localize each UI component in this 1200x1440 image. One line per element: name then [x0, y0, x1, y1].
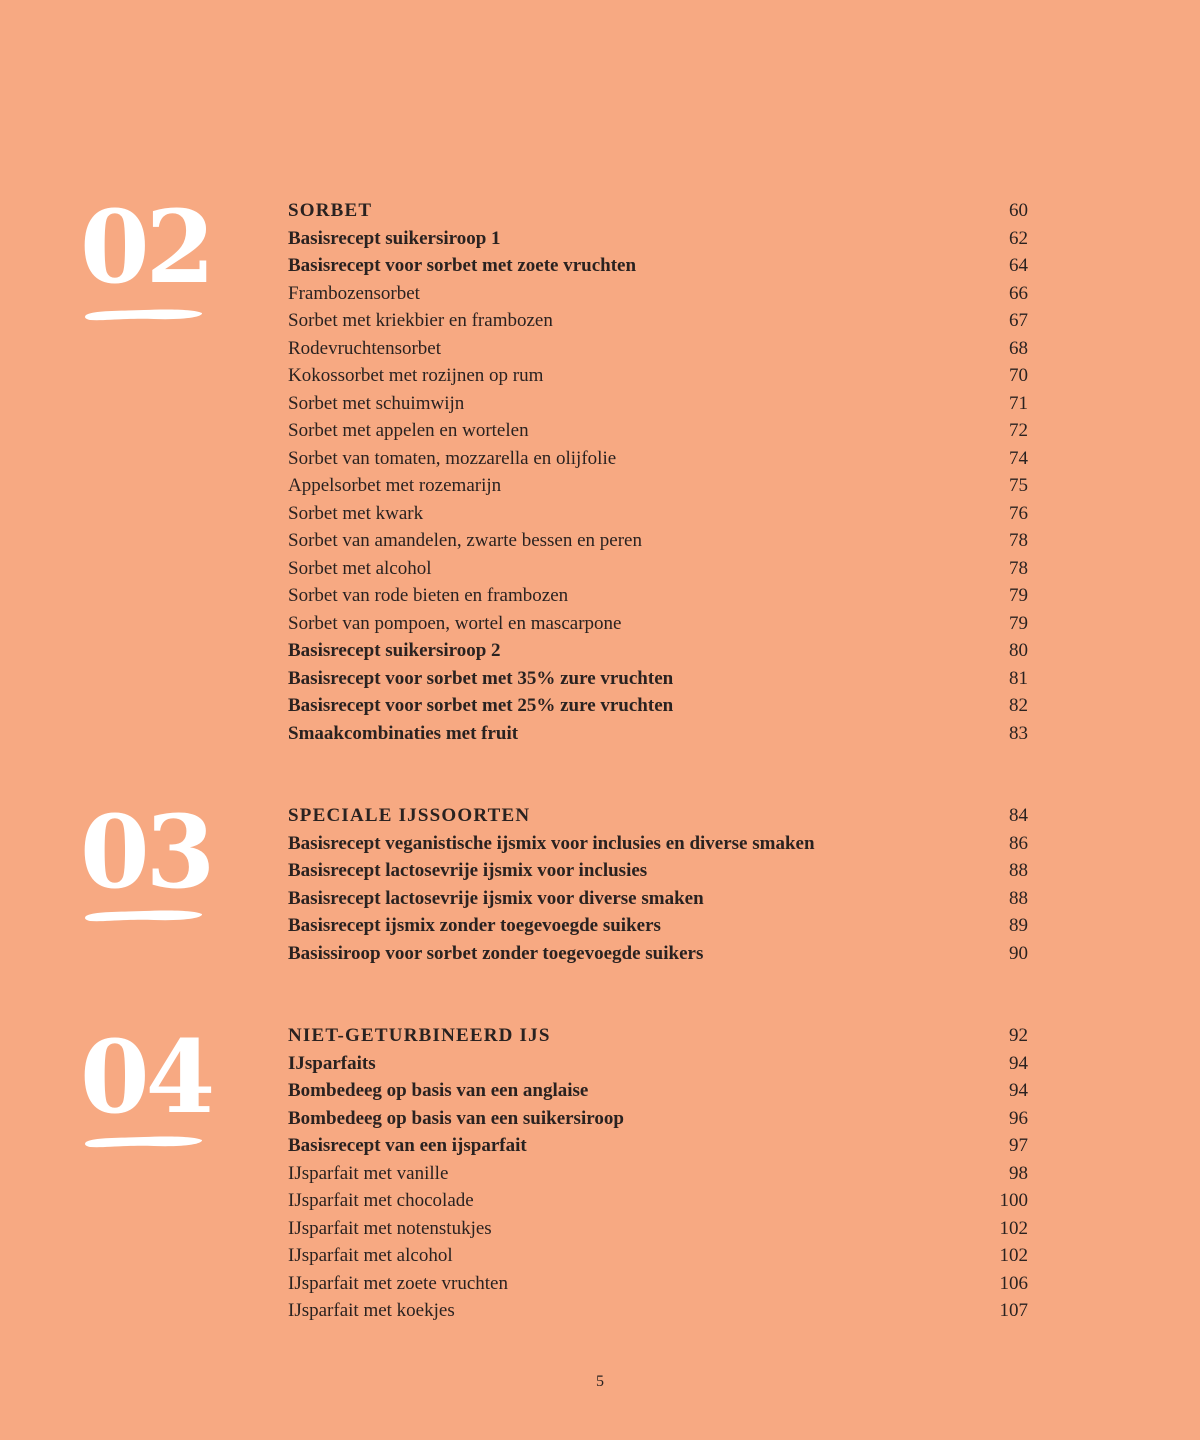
toc-row[interactable] [288, 885, 1028, 913]
toc-page: 76 [1009, 502, 1028, 524]
toc-title: IJsparfait met vanille [288, 1162, 449, 1184]
toc-title: Sorbet van rode bieten en frambozen [288, 585, 569, 606]
toc-page: 68 [1009, 337, 1028, 359]
toc-row[interactable] [288, 280, 1028, 308]
page-number: 5 [596, 1373, 604, 1390]
toc-row[interactable] [288, 445, 1028, 473]
toc-page: 94 [1009, 1052, 1028, 1074]
toc-title: Sorbet van tomaten, mozzarella en olijfolie [288, 447, 617, 469]
toc-page: 94 [1009, 1080, 1028, 1101]
toc-row[interactable] [288, 1215, 1028, 1243]
toc-page: 88 [1009, 860, 1028, 881]
toc-row[interactable] [288, 857, 1028, 885]
toc-title: Sorbet van amandelen, zwarte bessen en peren [288, 530, 642, 551]
toc-row[interactable] [288, 197, 1028, 225]
toc-row[interactable] [288, 692, 1028, 720]
toc-title: Basisrecept ijsmix zonder toegevoegde suikers [288, 915, 661, 936]
toc-title: NIET-GETURBINEERD IJS [288, 1025, 551, 1046]
toc-title: IJsparfait met zoete vruchten [288, 1272, 508, 1294]
toc-row[interactable] [288, 1297, 1028, 1325]
toc-page: 66 [1009, 282, 1028, 304]
toc-page: 64 [1009, 255, 1028, 276]
toc-title: Basissiroop voor sorbet zonder toegevoegde suikers [288, 942, 704, 964]
toc-page: 102 [999, 1217, 1028, 1239]
toc-title: Sorbet van pompoen, wortel en mascarpone [288, 612, 622, 634]
chapter-number: 03 [80, 793, 212, 911]
toc-list [288, 1022, 1028, 1325]
toc-page: 83 [1009, 722, 1028, 744]
toc-page: 79 [1009, 612, 1028, 634]
toc-row[interactable] [288, 912, 1028, 940]
toc-row[interactable] [288, 252, 1028, 280]
toc-title: IJsparfait met koekjes [288, 1300, 455, 1321]
toc-title: IJsparfaits [288, 1052, 376, 1074]
toc-row[interactable] [288, 1160, 1028, 1188]
toc-title: IJsparfait met alcohol [288, 1245, 453, 1266]
toc-page: 82 [1009, 695, 1028, 716]
toc-title: Kokossorbet met rozijnen op rum [288, 365, 544, 386]
toc-page: 62 [1009, 227, 1028, 249]
toc-title: Frambozensorbet [288, 282, 420, 304]
toc-row[interactable] [288, 335, 1028, 363]
chapter-number: 04 [80, 1018, 212, 1136]
toc-page: 74 [1009, 447, 1028, 469]
toc-page: 86 [1009, 832, 1028, 854]
toc-row[interactable] [288, 417, 1028, 445]
toc-page: 96 [1009, 1107, 1028, 1129]
brush-underline-icon [84, 1134, 204, 1150]
toc-page: 75 [1009, 475, 1028, 496]
toc-row[interactable] [288, 1242, 1028, 1270]
toc-row[interactable] [288, 1022, 1028, 1050]
toc-page: 70 [1009, 365, 1028, 386]
toc-title: Basisrecept suikersiroop 2 [288, 640, 501, 661]
toc-row[interactable] [288, 225, 1028, 253]
toc-title: IJsparfait met notenstukjes [288, 1217, 492, 1239]
toc-page: 97 [1009, 1135, 1028, 1156]
toc-page: 88 [1009, 887, 1028, 909]
toc-title: Sorbet met appelen en wortelen [288, 420, 529, 441]
toc-page: 84 [1009, 805, 1028, 826]
toc-list [288, 802, 1028, 967]
toc-page: 107 [999, 1300, 1028, 1321]
toc-title: SORBET [288, 200, 373, 221]
toc-row[interactable] [288, 830, 1028, 858]
toc-row[interactable] [288, 362, 1028, 390]
toc-row[interactable] [288, 1105, 1028, 1133]
toc-title: SPECIALE IJSSOORTEN [288, 805, 531, 826]
toc-row[interactable] [288, 582, 1028, 610]
toc-title: Basisrecept veganistische ijsmix voor inclusies en diverse smaken [288, 832, 815, 854]
chapter-number: 02 [80, 188, 212, 306]
toc-row[interactable] [288, 1132, 1028, 1160]
toc-page: 92 [1009, 1025, 1028, 1046]
toc-title: Sorbet met kwark [288, 502, 424, 524]
toc-page: 89 [1009, 915, 1028, 936]
toc-page: 78 [1009, 530, 1028, 551]
toc-list [288, 197, 1028, 747]
toc-title: Basisrecept lactosevrije ijsmix voor inclusies [288, 860, 648, 881]
toc-row[interactable] [288, 390, 1028, 418]
brush-underline-icon [84, 908, 204, 924]
toc-row[interactable] [288, 1187, 1028, 1215]
toc-row[interactable] [288, 527, 1028, 555]
brush-underline-icon [84, 307, 204, 323]
toc-page: 79 [1009, 585, 1028, 606]
toc-row[interactable] [288, 610, 1028, 638]
toc-page: 106 [999, 1272, 1028, 1294]
toc-title: Appelsorbet met rozemarijn [288, 475, 502, 496]
toc-page: 71 [1009, 392, 1028, 414]
toc-page: 67 [1009, 310, 1028, 331]
toc-title: Bombedeeg op basis van een suikersiroop [288, 1107, 624, 1129]
toc-row[interactable] [288, 307, 1028, 335]
toc-title: Basisrecept voor sorbet met 35% zure vruchten [288, 667, 674, 689]
toc-page: 100 [999, 1190, 1028, 1211]
toc-title: IJsparfait met chocolade [288, 1190, 474, 1211]
toc-title: Basisrecept van een ijsparfait [288, 1135, 527, 1156]
toc-page: 90 [1009, 942, 1028, 964]
toc-title: Rodevruchtensorbet [288, 337, 442, 359]
toc-title: Basisrecept voor sorbet met 25% zure vruchten [288, 695, 674, 716]
toc-row[interactable] [288, 720, 1028, 748]
toc-page: 80 [1009, 640, 1028, 661]
toc-row[interactable] [288, 637, 1028, 665]
toc-title: Sorbet met kriekbier en frambozen [288, 310, 553, 331]
toc-page: 81 [1009, 667, 1028, 689]
toc-page: 72 [1009, 420, 1028, 441]
toc-row[interactable] [288, 472, 1028, 500]
toc-title: Sorbet met alcohol [288, 557, 432, 579]
toc-title: Bombedeeg op basis van een anglaise [288, 1080, 589, 1101]
toc-page: 60 [1009, 200, 1028, 221]
toc-row[interactable] [288, 1270, 1028, 1298]
toc-page: 78 [1009, 557, 1028, 579]
toc-title: Sorbet met schuimwijn [288, 392, 465, 414]
toc-title: Basisrecept suikersiroop 1 [288, 227, 501, 249]
toc-row[interactable] [288, 500, 1028, 528]
toc-row[interactable] [288, 665, 1028, 693]
toc-page: 102 [999, 1245, 1028, 1266]
toc-title: Basisrecept lactosevrije ijsmix voor diverse smaken [288, 887, 704, 909]
toc-title: Basisrecept voor sorbet met zoete vruchten [288, 255, 637, 276]
toc-row[interactable] [288, 802, 1028, 830]
toc-row[interactable] [288, 1050, 1028, 1078]
toc-title: Smaakcombinaties met fruit [288, 722, 519, 744]
toc-row[interactable] [288, 940, 1028, 968]
toc-row[interactable] [288, 555, 1028, 583]
toc-page: 98 [1009, 1162, 1028, 1184]
toc-row[interactable] [288, 1077, 1028, 1105]
